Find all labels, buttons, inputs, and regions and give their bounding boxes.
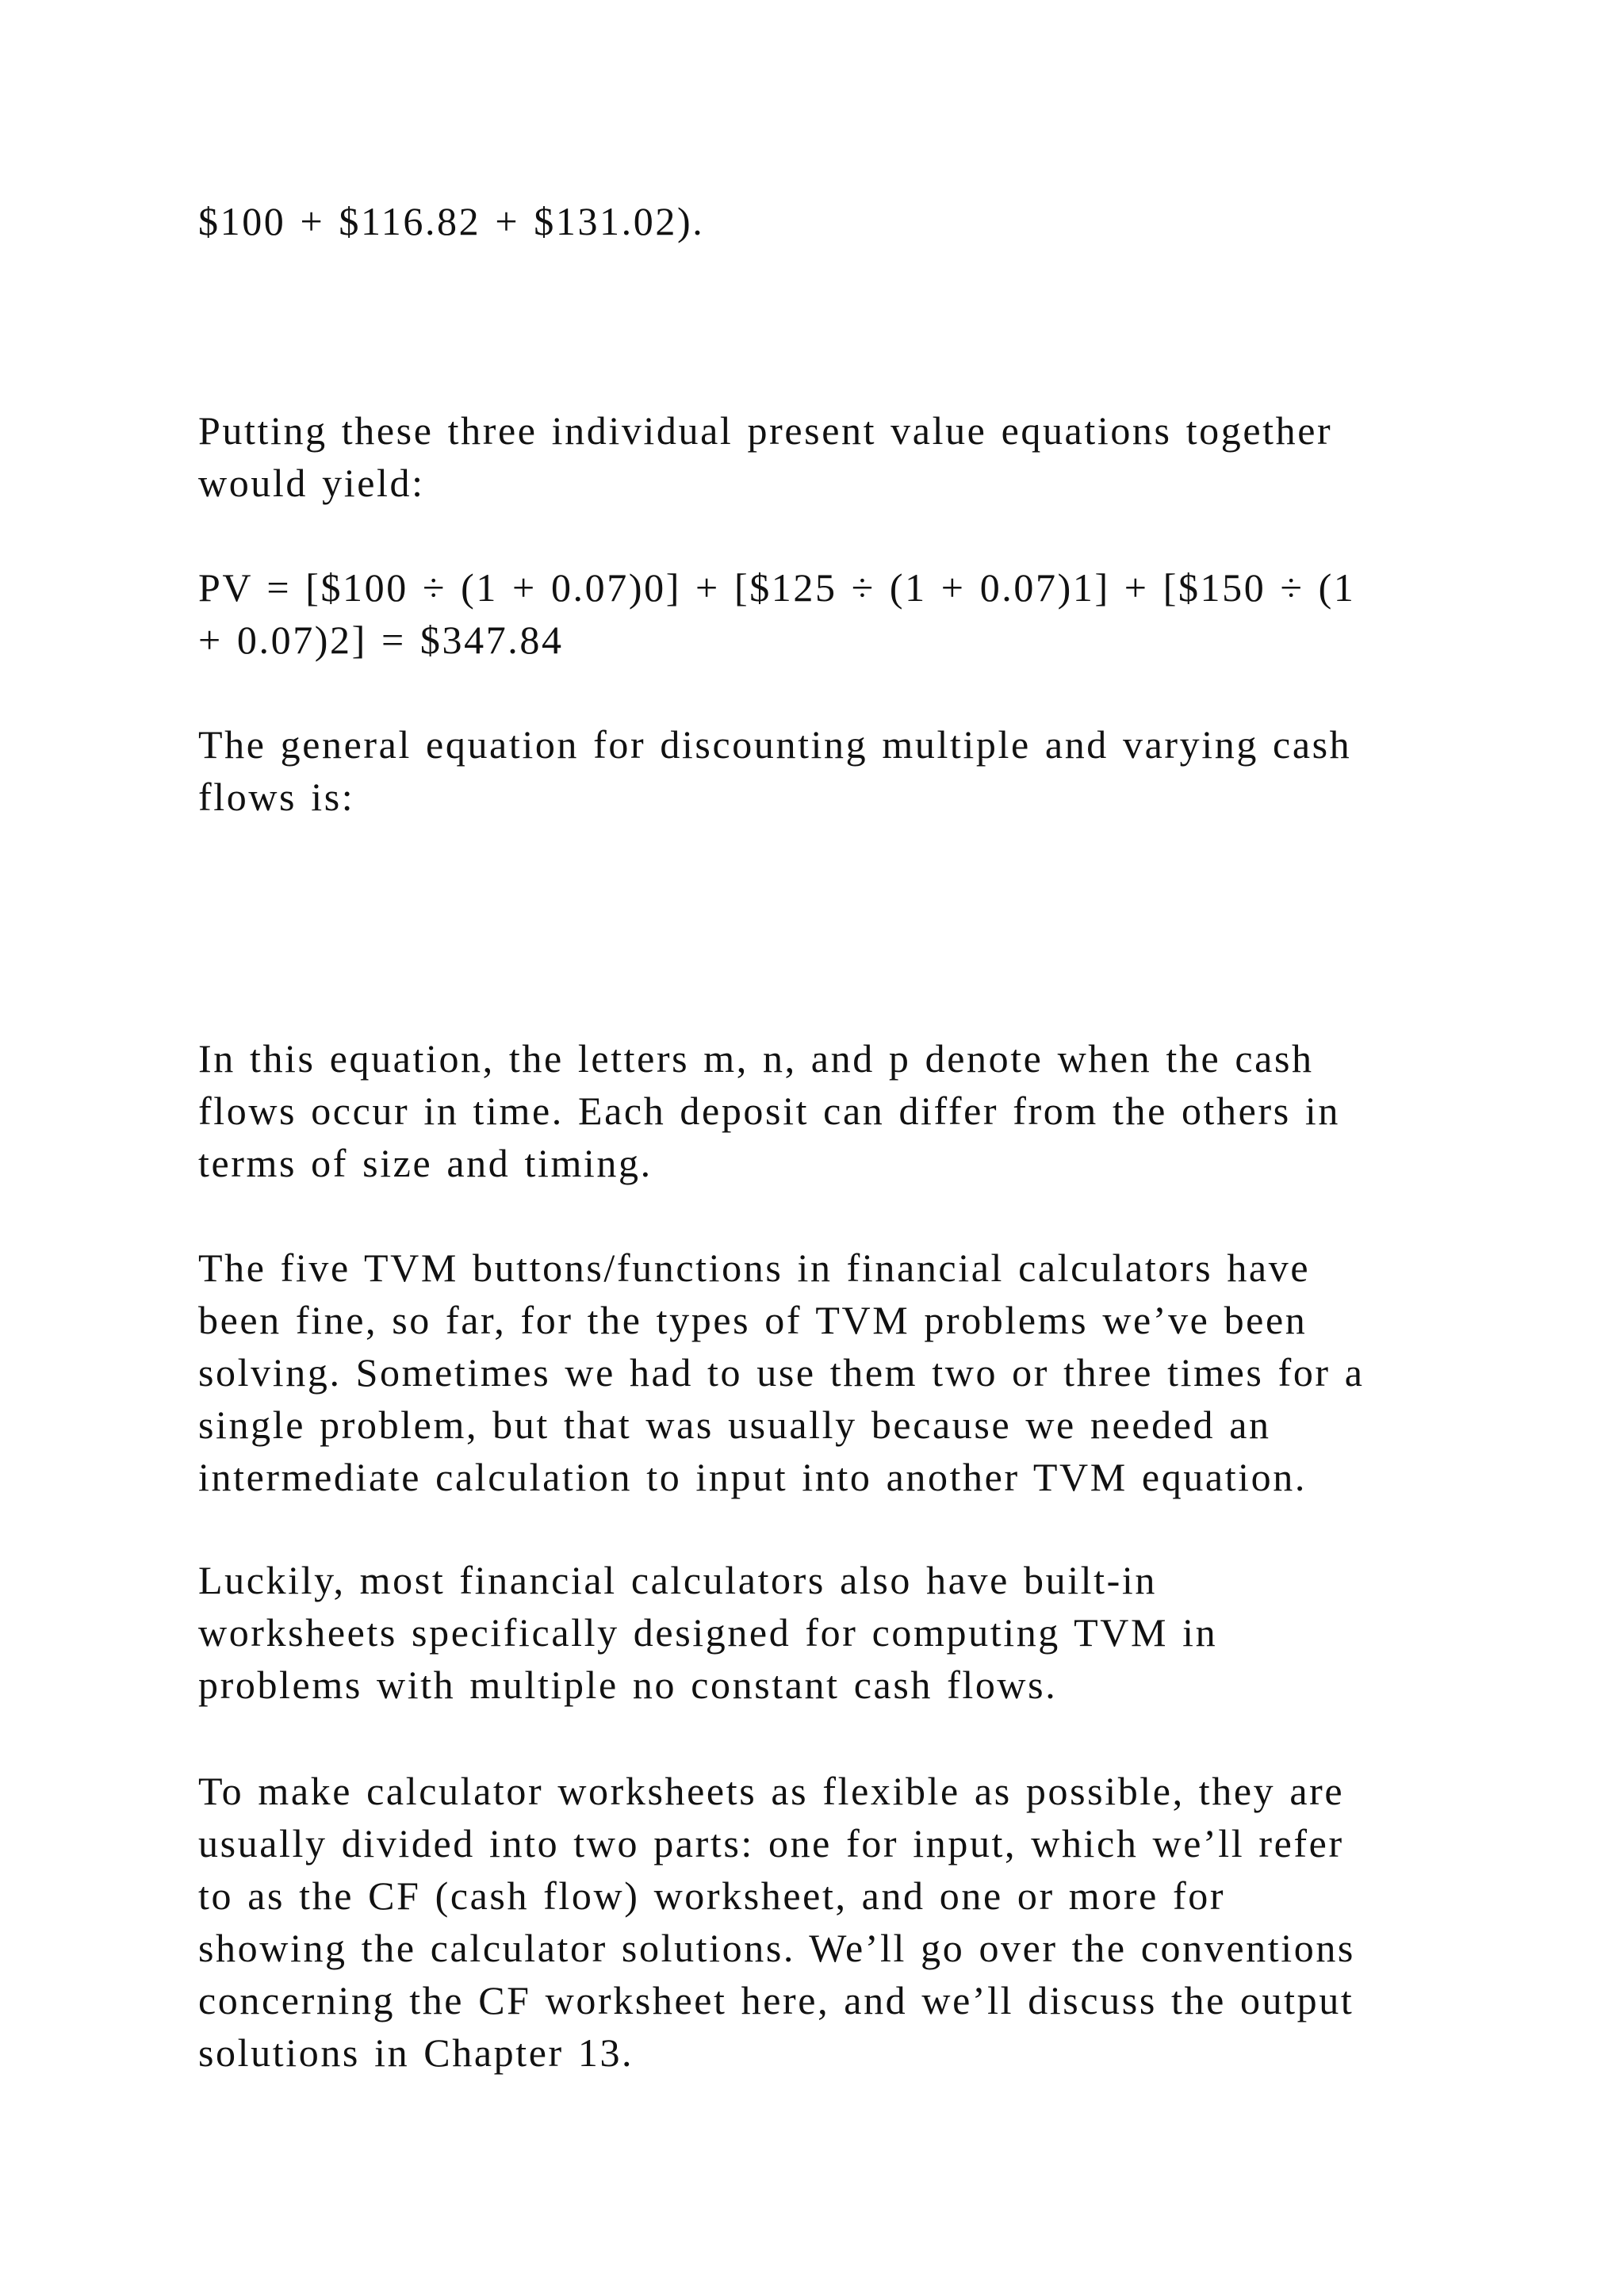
paragraph-sum-continuation: $100 + $116.82 + $131.02). xyxy=(198,199,705,243)
paragraph-pv-equation: PV = [$100 ÷ (1 + 0.07)0] + [$125 ÷ (1 + 0.07)1] + [$150 ÷ (1 + 0.07)2] = $347.84 xyxy=(198,565,1356,662)
paragraph-built-in-worksheets: Luckily, most financial calculators also have built-in worksheets specifically designed for computing TVM in problems with multiple no constant cash flows. xyxy=(198,1558,1218,1707)
paragraph-cf-worksheet: To make calculator worksheets as flexible as possible, they are usually divided into two parts: one for input, which we’ll refer to as the CF (cash flow) worksheet, and one or more for showing the calculator solutions. We’ll go over the conventions concerning the CF worksheet here, and we’ll discuss the output solutions in Chapter 13. xyxy=(198,1769,1355,2075)
paragraph-combining-equations: Putting these three individual present value equations together would yield: xyxy=(198,408,1333,505)
paragraph-equation-letters: In this equation, the letters m, n, and p denote when the cash flows occur in time. Each deposit can differ from the others in terms of size and timing. xyxy=(198,1036,1340,1185)
paragraph-tvm-buttons: The five TVM buttons/functions in financial calculators have been fine, so far, for the types of TVM problems we’ve been solving. Sometimes we had to use them two or three times for a single problem, but that was usually because we needed an intermediate calculation to input into another TVM equation. xyxy=(198,1246,1365,1499)
paragraph-general-equation-intro: The general equation for discounting multiple and varying cash flows is: xyxy=(198,722,1352,819)
